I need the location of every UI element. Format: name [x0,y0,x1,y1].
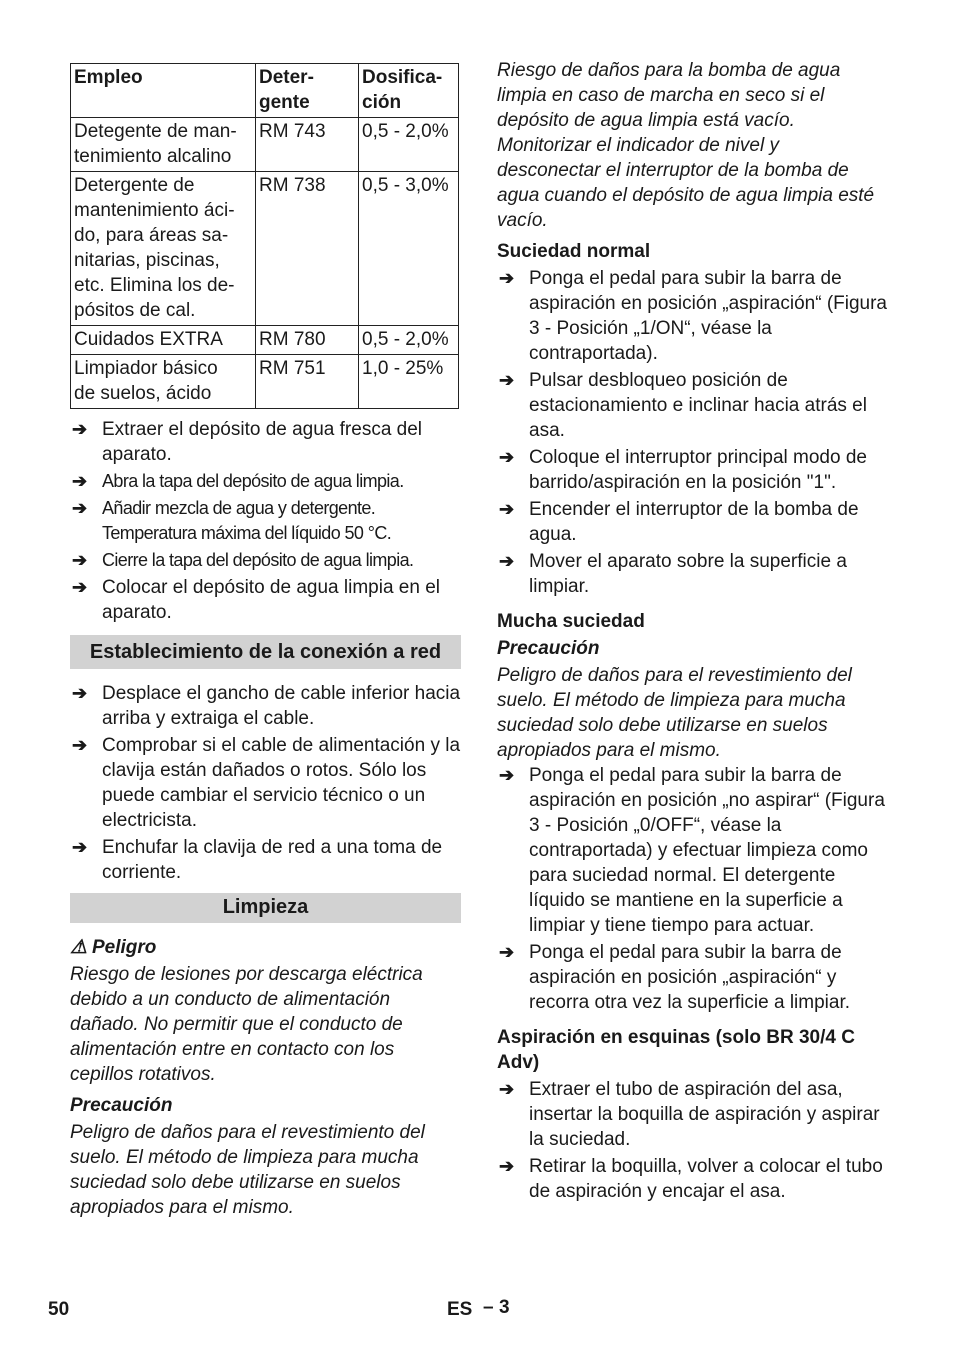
page-number: 50 [48,1299,70,1320]
arrow-right-icon: ➔ [499,499,515,519]
heavy-dirt-heading: Mucha suciedad [497,611,645,632]
arrow-right-icon: ➔ [499,268,515,288]
table-header-cell: Dosifica- ción [359,64,459,118]
arrow-right-icon: ➔ [72,735,88,755]
arrow-right-icon: ➔ [499,447,515,467]
list-item: ➔ Encender el interruptor de la bomba de agua. [499,499,859,545]
table-cell: RM 751 [256,355,359,409]
heavy-dirt-steps [497,763,887,1015]
table-cell: Limpiador básico de suelos, ácido [71,355,256,409]
table-row [71,326,459,355]
table-header-row [71,64,459,118]
list-item: ➔ Enchufar la clavija de red a una toma de corriente. [72,837,443,883]
table-row [71,118,459,172]
list-item: ➔ Mover el aparato sobre la superficie a limpiar. [499,551,847,597]
list-item: ➔ Retirar la boquilla, volver a colocar el tubo de aspiración y encajar el asa. [499,1156,883,1202]
table-header-cell: Deter- gente [256,64,359,118]
danger-heading: ⚠ Peligro [70,937,157,958]
arrow-right-icon: ➔ [499,1156,515,1176]
table-cell: Detergente de mantenimiento áci- do, para áreas sa- nitarias, piscinas, etc. Elimina los de- pósitos de cal. [71,172,256,326]
list-item: ➔ Pulsar desbloqueo posición de estacionamiento e inclinar hacia atrás el asa. [499,370,867,441]
arrow-right-icon: ➔ [72,471,88,491]
list-item: ➔ Añadir mezcla de agua y detergente. Temperatura máxima del líquido 50 °C. [72,498,392,543]
list-item: ➔ Ponga el pedal para subir la barra de aspiración en posición „aspiración“ (Figura 3 - Posición „1/ON“, véase la contraportada). [499,268,888,364]
table-row [71,355,459,409]
heavy-dirt-caution-heading: Precaución [497,638,600,659]
table-cell: 1,0 - 25% [359,355,459,409]
arrow-right-icon: ➔ [72,683,88,703]
table-row [71,172,459,326]
list-item: ➔ Colocar el depósito de agua limpia en el aparato. [72,577,440,623]
fill-tank-steps [70,417,461,625]
table-cell: Cuidados EXTRA [71,326,256,355]
table-cell: 0,5 - 3,0% [359,172,459,326]
table-cell: Detegente de man- tenimiento alcalino [71,118,256,172]
language-code: ES [447,1299,473,1320]
table-cell: 0,5 - 2,0% [359,326,459,355]
table-cell: RM 743 [256,118,359,172]
caution-heading: Precaución [70,1095,173,1116]
warning-icon: ⚠ [70,937,88,958]
arrow-right-icon: ➔ [499,765,515,785]
list-item: ➔ Coloque el interruptor principal modo de barrido/aspiración en la posición "1". [499,447,867,493]
arrow-right-icon: ➔ [72,837,88,857]
dosage-table [70,63,459,409]
list-item: ➔ Extraer el depósito de agua fresca del aparato. [72,419,423,465]
normal-dirt-heading: Suciedad normal [497,241,651,262]
list-item: ➔ Abra la tapa del depósito de agua limpia. [70,469,461,494]
arrow-right-icon: ➔ [72,550,88,570]
arrow-right-icon: ➔ [72,419,88,439]
list-item: ➔ Comprobar si el cable de alimentación y la clavija están dañados o rotos. Sólo los puede cambiar el servicio técnico o un electricista. [72,735,461,831]
section-heading-conexion: Establecimiento de la conexión a red [70,635,461,669]
table-cell: RM 738 [256,172,359,326]
arrow-right-icon: ➔ [499,1079,515,1099]
arrow-right-icon: ➔ [499,370,515,390]
footer-separator: – [483,1297,494,1318]
list-item: ➔ Extraer el tubo de aspiración del asa, insertar la boquilla de aspiración y aspirar la suciedad. [499,1079,880,1150]
list-item: ➔ Ponga el pedal para subir la barra de aspiración en posición „no aspirar“ (Figura 3 - Posición „0/OFF“, véase la contraportada) y efectuar limpieza como para suciedad normal. El detergente líquido se mantiene en la superficie a limpiar y tiene tiempo para actuar. [499,765,885,936]
list-item: ➔ Desplace el gancho de cable inferior hacia arriba y extraiga el cable. [72,683,461,729]
corner-suction-heading: Aspiración en esquinas (solo BR 30/4 C Adv) [497,1027,855,1073]
connection-steps [70,681,461,885]
left-column [70,60,461,1224]
arrow-right-icon: ➔ [499,942,515,962]
list-item: ➔ Ponga el pedal para subir la barra de aspiración en posición „aspiración“ y recorra otra vez la superficie a limpiar. [499,942,851,1013]
table-cell: 0,5 - 2,0% [359,118,459,172]
table-header-cell: Empleo [71,64,256,118]
section-number: 3 [499,1297,510,1318]
right-column [497,58,887,1206]
arrow-right-icon: ➔ [72,498,88,518]
heavy-dirt-caution-text: Peligro de daños para el revestimiento del suelo. El método de limpieza para mucha suciedad solo debe utilizarse en suelos apropiados para el mismo. [497,665,852,761]
corner-suction-steps [497,1077,887,1204]
caution-text: Peligro de daños para el revestimiento del suelo. El método de limpieza para mucha suciedad solo debe utilizarse en suelos apropiados para el mismo. [70,1122,425,1218]
list-item: ➔ Cierre la tapa del depósito de agua limpia. [70,548,461,573]
arrow-right-icon: ➔ [499,551,515,571]
table-cell: RM 780 [256,326,359,355]
arrow-right-icon: ➔ [72,577,88,597]
danger-text: Riesgo de lesiones por descarga eléctrica debido a un conducto de alimentación dañado. No permitir que el conducto de alimentación entre en contacto con los cepillos rotativos. [70,964,423,1085]
normal-dirt-steps [497,266,887,599]
pump-warning-text: Riesgo de daños para la bomba de agua limpia en caso de marcha en seco si el depósito de agua limpia está vacío. Monitorizar el indicador de nivel y desconectar el interruptor de la bomba de agua cuando el depósito de agua limpia esté vacío. [497,60,875,231]
section-heading-limpieza: Limpieza [70,893,461,923]
